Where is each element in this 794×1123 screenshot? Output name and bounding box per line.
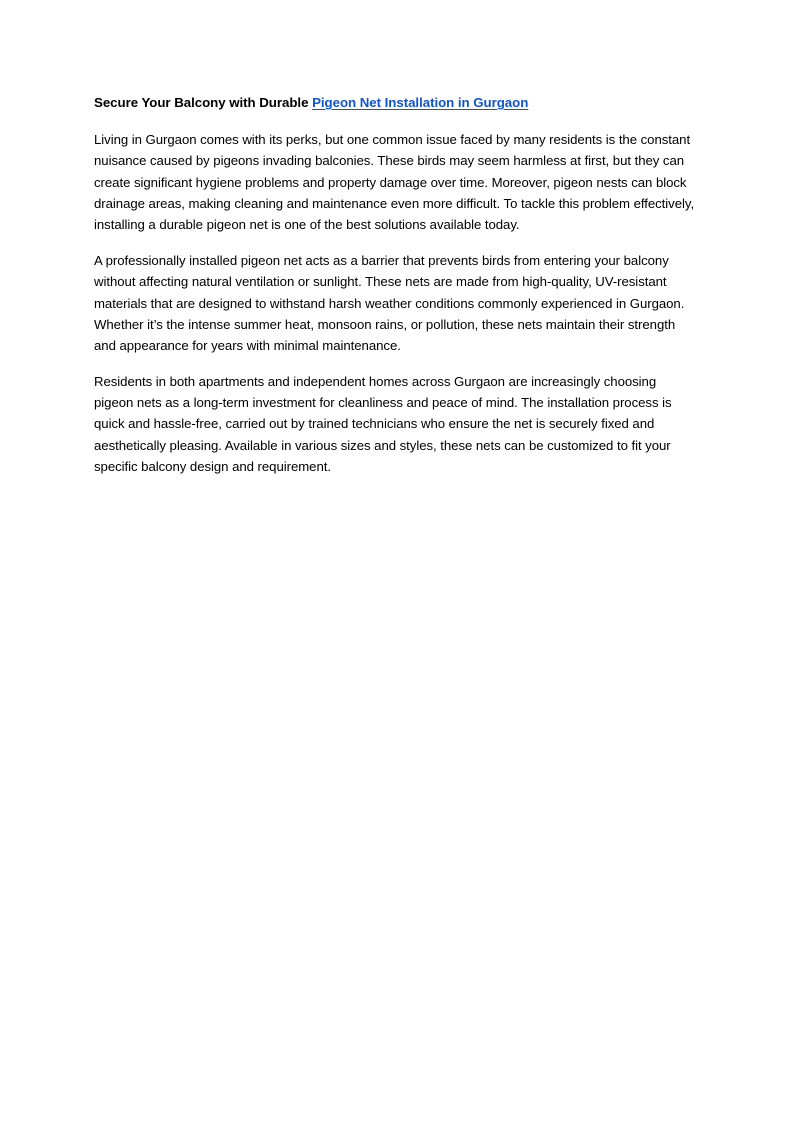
page-title [94, 94, 698, 112]
paragraph-1: Living in Gurgaon comes with its perks, but one common issue faced by many residents is the constant nuisance caused by pigeons invading balconies. These birds may seem harmless at first, but they can create significant hygiene problems and property damage over time. Moreover, pigeon nests can block drainage areas, making cleaning and maintenance even more difficult. To tackle this problem effectively, installing a durable pigeon net is one of the best solutions available today. [94, 131, 695, 233]
pigeon-net-installation-link[interactable]: Pigeon Net Installation in Gurgaon [312, 95, 529, 110]
paragraph-3: Residents in both apartments and independent homes across Gurgaon are increasingly choosing pigeon nets as a long-term investment for cleanliness and peace of mind. The installation process is quick and hassle-free, carried out by trained technicians who ensure the net is securely fixed and aesthetically pleasing. Available in various sizes and styles, these nets can be customized to fit your specific balcony design and requirement. [94, 373, 672, 475]
paragraph-2: A professionally installed pigeon net acts as a barrier that prevents birds from entering your balcony without affecting natural ventilation or sunlight. These nets are made from high-quality, UV-resistant materials that are designed to withstand harsh weather conditions commonly experienced in Gurgaon. Whether it’s the intense summer heat, monsoon rains, or pollution, these nets maintain their strength and appearance for years with minimal maintenance. [94, 252, 685, 354]
page-title-lead: Secure Your Balcony with Durable [94, 95, 313, 110]
document-body [94, 94, 698, 478]
